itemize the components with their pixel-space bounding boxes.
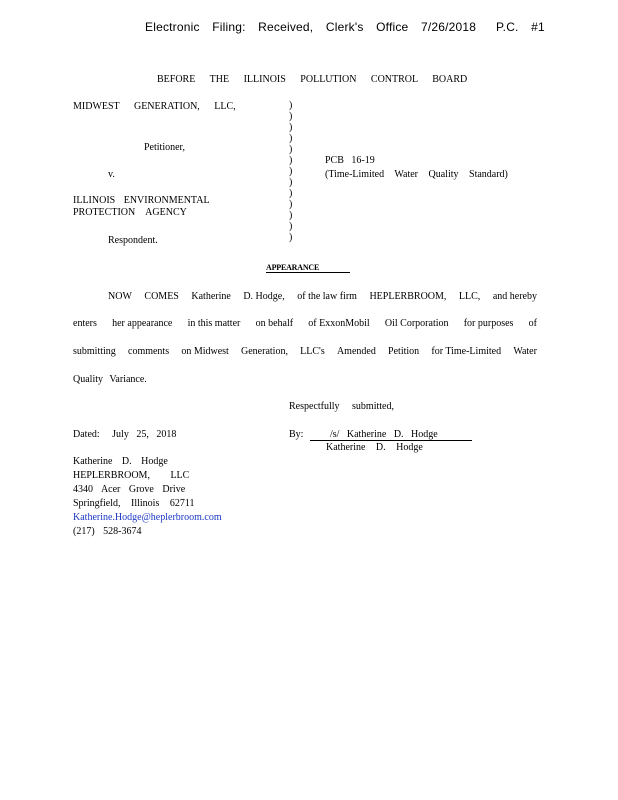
petitioner-name: MIDWEST GENERATION, LLC, bbox=[73, 101, 236, 112]
document-title: APPEARANCE bbox=[266, 263, 350, 273]
case-number: PCB 16-19 bbox=[325, 155, 375, 166]
body-line-2: enters her appearance in this matter on behalf of ExxonMobil Oil Corporation for purposes of bbox=[73, 318, 537, 329]
pc-number: P.C. #1 bbox=[496, 20, 545, 34]
by-label: By: bbox=[289, 429, 304, 440]
body-line-1: NOW COMES Katherine D. Hodge, of the law firm HEPLERBROOM, LLC, and hereby bbox=[108, 291, 537, 302]
contact-street: 4340 Acer Grove Drive bbox=[73, 484, 186, 495]
versus: v. bbox=[108, 169, 115, 180]
contact-firm: HEPLERBROOM, LLC bbox=[73, 470, 190, 481]
caption-bracket: ) ) ) ) ) ) ) ) ) ) ) ) ) bbox=[289, 100, 293, 243]
respondent-label: Respondent. bbox=[108, 235, 158, 246]
body-line-4: Quality Variance. bbox=[73, 374, 147, 385]
dated-line bbox=[73, 429, 176, 440]
contact-name: Katherine D. Hodge bbox=[73, 456, 168, 467]
signer-name: Katherine D. Hodge bbox=[326, 442, 423, 453]
signature-line: /s/ Katherine D. Hodge bbox=[310, 429, 472, 441]
case-type: (Time-Limited Water Quality Standard) bbox=[325, 169, 508, 180]
filing-stamp: Electronic Filing: Received, Clerk's Office 7/26/2018 bbox=[145, 20, 477, 34]
dated-label: Dated: bbox=[73, 429, 100, 440]
contact-phone: (217) 528-3674 bbox=[73, 526, 142, 537]
board-title: BEFORE THE ILLINOIS POLLUTION CONTROL BOARD bbox=[157, 74, 468, 85]
dated-value: July 25, 2018 bbox=[112, 429, 177, 440]
petitioner-label: Petitioner, bbox=[144, 142, 185, 153]
respondent-name-line2: PROTECTION AGENCY bbox=[73, 207, 187, 218]
contact-email-link[interactable]: Katherine.Hodge@heplerbroom.com bbox=[73, 512, 222, 523]
by-line bbox=[289, 429, 472, 441]
closing: Respectfully submitted, bbox=[289, 401, 394, 412]
respondent-name-line1: ILLINOIS ENVIRONMENTAL bbox=[73, 195, 210, 206]
contact-city: Springfield, Illinois 62711 bbox=[73, 498, 195, 509]
body-line-3: submitting comments on Midwest Generation, LLC's Amended Petition for Time-Limited Water bbox=[73, 346, 537, 357]
